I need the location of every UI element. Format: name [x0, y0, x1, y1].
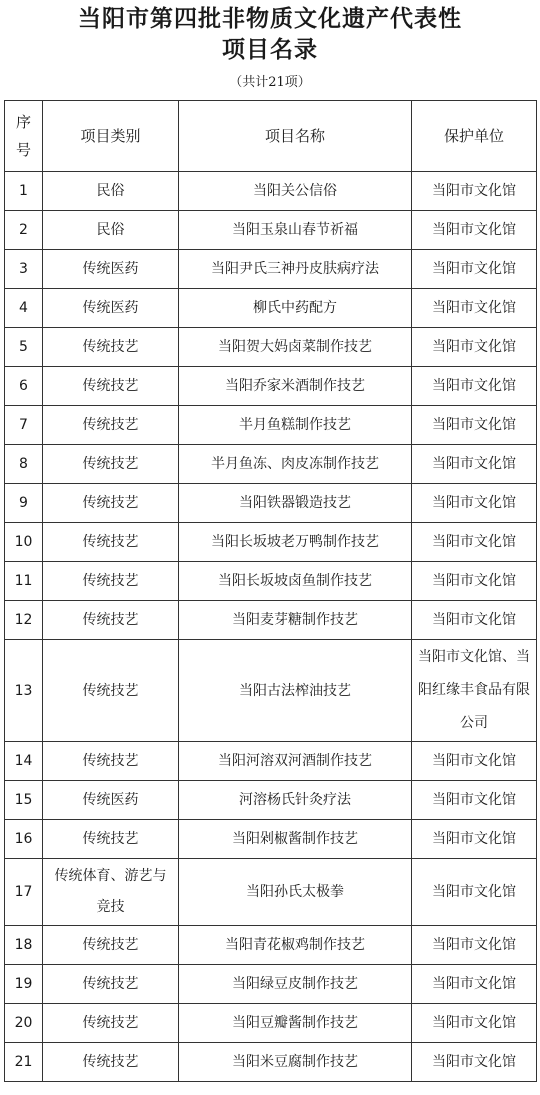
cell-category: 民俗: [43, 172, 179, 211]
cell-number: 4: [5, 289, 43, 328]
table-row: [5, 1043, 537, 1082]
heritage-list-table: [4, 100, 537, 1082]
cell-category: 传统体育、游艺与竞技: [43, 859, 179, 926]
cell-category: 传统技艺: [43, 1043, 179, 1082]
cell-unit: 当阳市文化馆: [412, 965, 537, 1004]
table-row: [5, 484, 537, 523]
table-row: [5, 211, 537, 250]
cell-number: 6: [5, 367, 43, 406]
cell-category: 传统技艺: [43, 965, 179, 1004]
table-row: [5, 367, 537, 406]
cell-unit: 当阳市文化馆: [412, 211, 537, 250]
cell-category: 传统技艺: [43, 820, 179, 859]
cell-unit: 当阳市文化馆: [412, 859, 537, 926]
cell-unit: 当阳市文化馆: [412, 820, 537, 859]
cell-number: 10: [5, 523, 43, 562]
cell-unit: 当阳市文化馆: [412, 781, 537, 820]
header-number: 序号: [5, 101, 43, 172]
cell-unit: 当阳市文化馆: [412, 406, 537, 445]
cell-name: 河溶杨氏针灸疗法: [179, 781, 412, 820]
cell-category: 传统技艺: [43, 926, 179, 965]
document-subtitle: （共计21项）: [229, 75, 311, 90]
table-row: [5, 406, 537, 445]
cell-number: 13: [5, 640, 43, 742]
cell-unit: 当阳市文化馆: [412, 926, 537, 965]
cell-category: 传统技艺: [43, 742, 179, 781]
cell-category: 传统医药: [43, 781, 179, 820]
table-body: [5, 172, 537, 1082]
cell-number: 1: [5, 172, 43, 211]
cell-number: 3: [5, 250, 43, 289]
cell-unit: 当阳市文化馆: [412, 250, 537, 289]
table-row: [5, 328, 537, 367]
cell-unit: 当阳市文化馆: [412, 289, 537, 328]
cell-category: 传统技艺: [43, 562, 179, 601]
cell-name: 当阳古法榨油技艺: [179, 640, 412, 742]
table-row: [5, 742, 537, 781]
table-row: [5, 926, 537, 965]
cell-name: 当阳麦芽糖制作技艺: [179, 601, 412, 640]
table-row: [5, 640, 537, 742]
table-row: [5, 562, 537, 601]
cell-number: 19: [5, 965, 43, 1004]
cell-number: 8: [5, 445, 43, 484]
cell-number: 18: [5, 926, 43, 965]
cell-unit: 当阳市文化馆: [412, 601, 537, 640]
cell-name: 当阳米豆腐制作技艺: [179, 1043, 412, 1082]
cell-name: 当阳长坂坡卤鱼制作技艺: [179, 562, 412, 601]
cell-number: 15: [5, 781, 43, 820]
cell-unit: 当阳市文化馆、当阳红缘丰食品有限公司: [412, 640, 537, 742]
cell-unit: 当阳市文化馆: [412, 523, 537, 562]
cell-unit: 当阳市文化馆: [412, 562, 537, 601]
cell-unit: 当阳市文化馆: [412, 1043, 537, 1082]
cell-category: 传统技艺: [43, 523, 179, 562]
cell-name: 当阳绿豆皮制作技艺: [179, 965, 412, 1004]
cell-name: 当阳河溶双河酒制作技艺: [179, 742, 412, 781]
cell-unit: 当阳市文化馆: [412, 172, 537, 211]
cell-unit: 当阳市文化馆: [412, 1004, 537, 1043]
table-row: [5, 250, 537, 289]
cell-unit: 当阳市文化馆: [412, 484, 537, 523]
document-title-line-1: 当阳市第四批非物质文化遗产代表性: [78, 5, 462, 32]
cell-category: 传统技艺: [43, 406, 179, 445]
cell-number: 20: [5, 1004, 43, 1043]
cell-name: 当阳孙氏太极拳: [179, 859, 412, 926]
cell-name: 当阳贺大妈卤菜制作技艺: [179, 328, 412, 367]
cell-name: 当阳长坂坡老万鸭制作技艺: [179, 523, 412, 562]
cell-number: 11: [5, 562, 43, 601]
header-name: 项目名称: [179, 101, 412, 172]
cell-category: 传统技艺: [43, 367, 179, 406]
cell-name: 半月鱼冻、肉皮冻制作技艺: [179, 445, 412, 484]
cell-category: 传统医药: [43, 250, 179, 289]
cell-unit: 当阳市文化馆: [412, 445, 537, 484]
cell-number: 16: [5, 820, 43, 859]
table-row: [5, 859, 537, 926]
cell-category: 传统医药: [43, 289, 179, 328]
cell-number: 7: [5, 406, 43, 445]
cell-name: 柳氏中药配方: [179, 289, 412, 328]
cell-name: 当阳尹氏三神丹皮肤病疗法: [179, 250, 412, 289]
table-row: [5, 601, 537, 640]
cell-number: 2: [5, 211, 43, 250]
cell-category: 传统技艺: [43, 1004, 179, 1043]
table-header-row: [5, 101, 537, 172]
table-row: [5, 1004, 537, 1043]
cell-name: 当阳青花椒鸡制作技艺: [179, 926, 412, 965]
table-row: [5, 965, 537, 1004]
cell-name: 当阳铁器锻造技艺: [179, 484, 412, 523]
cell-category: 传统技艺: [43, 640, 179, 742]
cell-unit: 当阳市文化馆: [412, 367, 537, 406]
cell-category: 民俗: [43, 211, 179, 250]
cell-number: 17: [5, 859, 43, 926]
header-unit: 保护单位: [412, 101, 537, 172]
table-row: [5, 820, 537, 859]
cell-number: 12: [5, 601, 43, 640]
cell-name: 当阳玉泉山春节祈福: [179, 211, 412, 250]
cell-number: 5: [5, 328, 43, 367]
cell-number: 9: [5, 484, 43, 523]
cell-category: 传统技艺: [43, 328, 179, 367]
table-row: [5, 172, 537, 211]
cell-number: 21: [5, 1043, 43, 1082]
cell-number: 14: [5, 742, 43, 781]
cell-name: 当阳剁椒酱制作技艺: [179, 820, 412, 859]
cell-unit: 当阳市文化馆: [412, 328, 537, 367]
table-row: [5, 523, 537, 562]
cell-name: 当阳乔家米酒制作技艺: [179, 367, 412, 406]
document-title-line-2: 项目名录: [222, 36, 318, 63]
cell-unit: 当阳市文化馆: [412, 742, 537, 781]
cell-category: 传统技艺: [43, 445, 179, 484]
header-category: 项目类别: [43, 101, 179, 172]
cell-name: 当阳关公信俗: [179, 172, 412, 211]
cell-category: 传统技艺: [43, 484, 179, 523]
table-row: [5, 781, 537, 820]
cell-category: 传统技艺: [43, 601, 179, 640]
table-row: [5, 445, 537, 484]
table-row: [5, 289, 537, 328]
cell-name: 半月鱼糕制作技艺: [179, 406, 412, 445]
cell-name: 当阳豆瓣酱制作技艺: [179, 1004, 412, 1043]
